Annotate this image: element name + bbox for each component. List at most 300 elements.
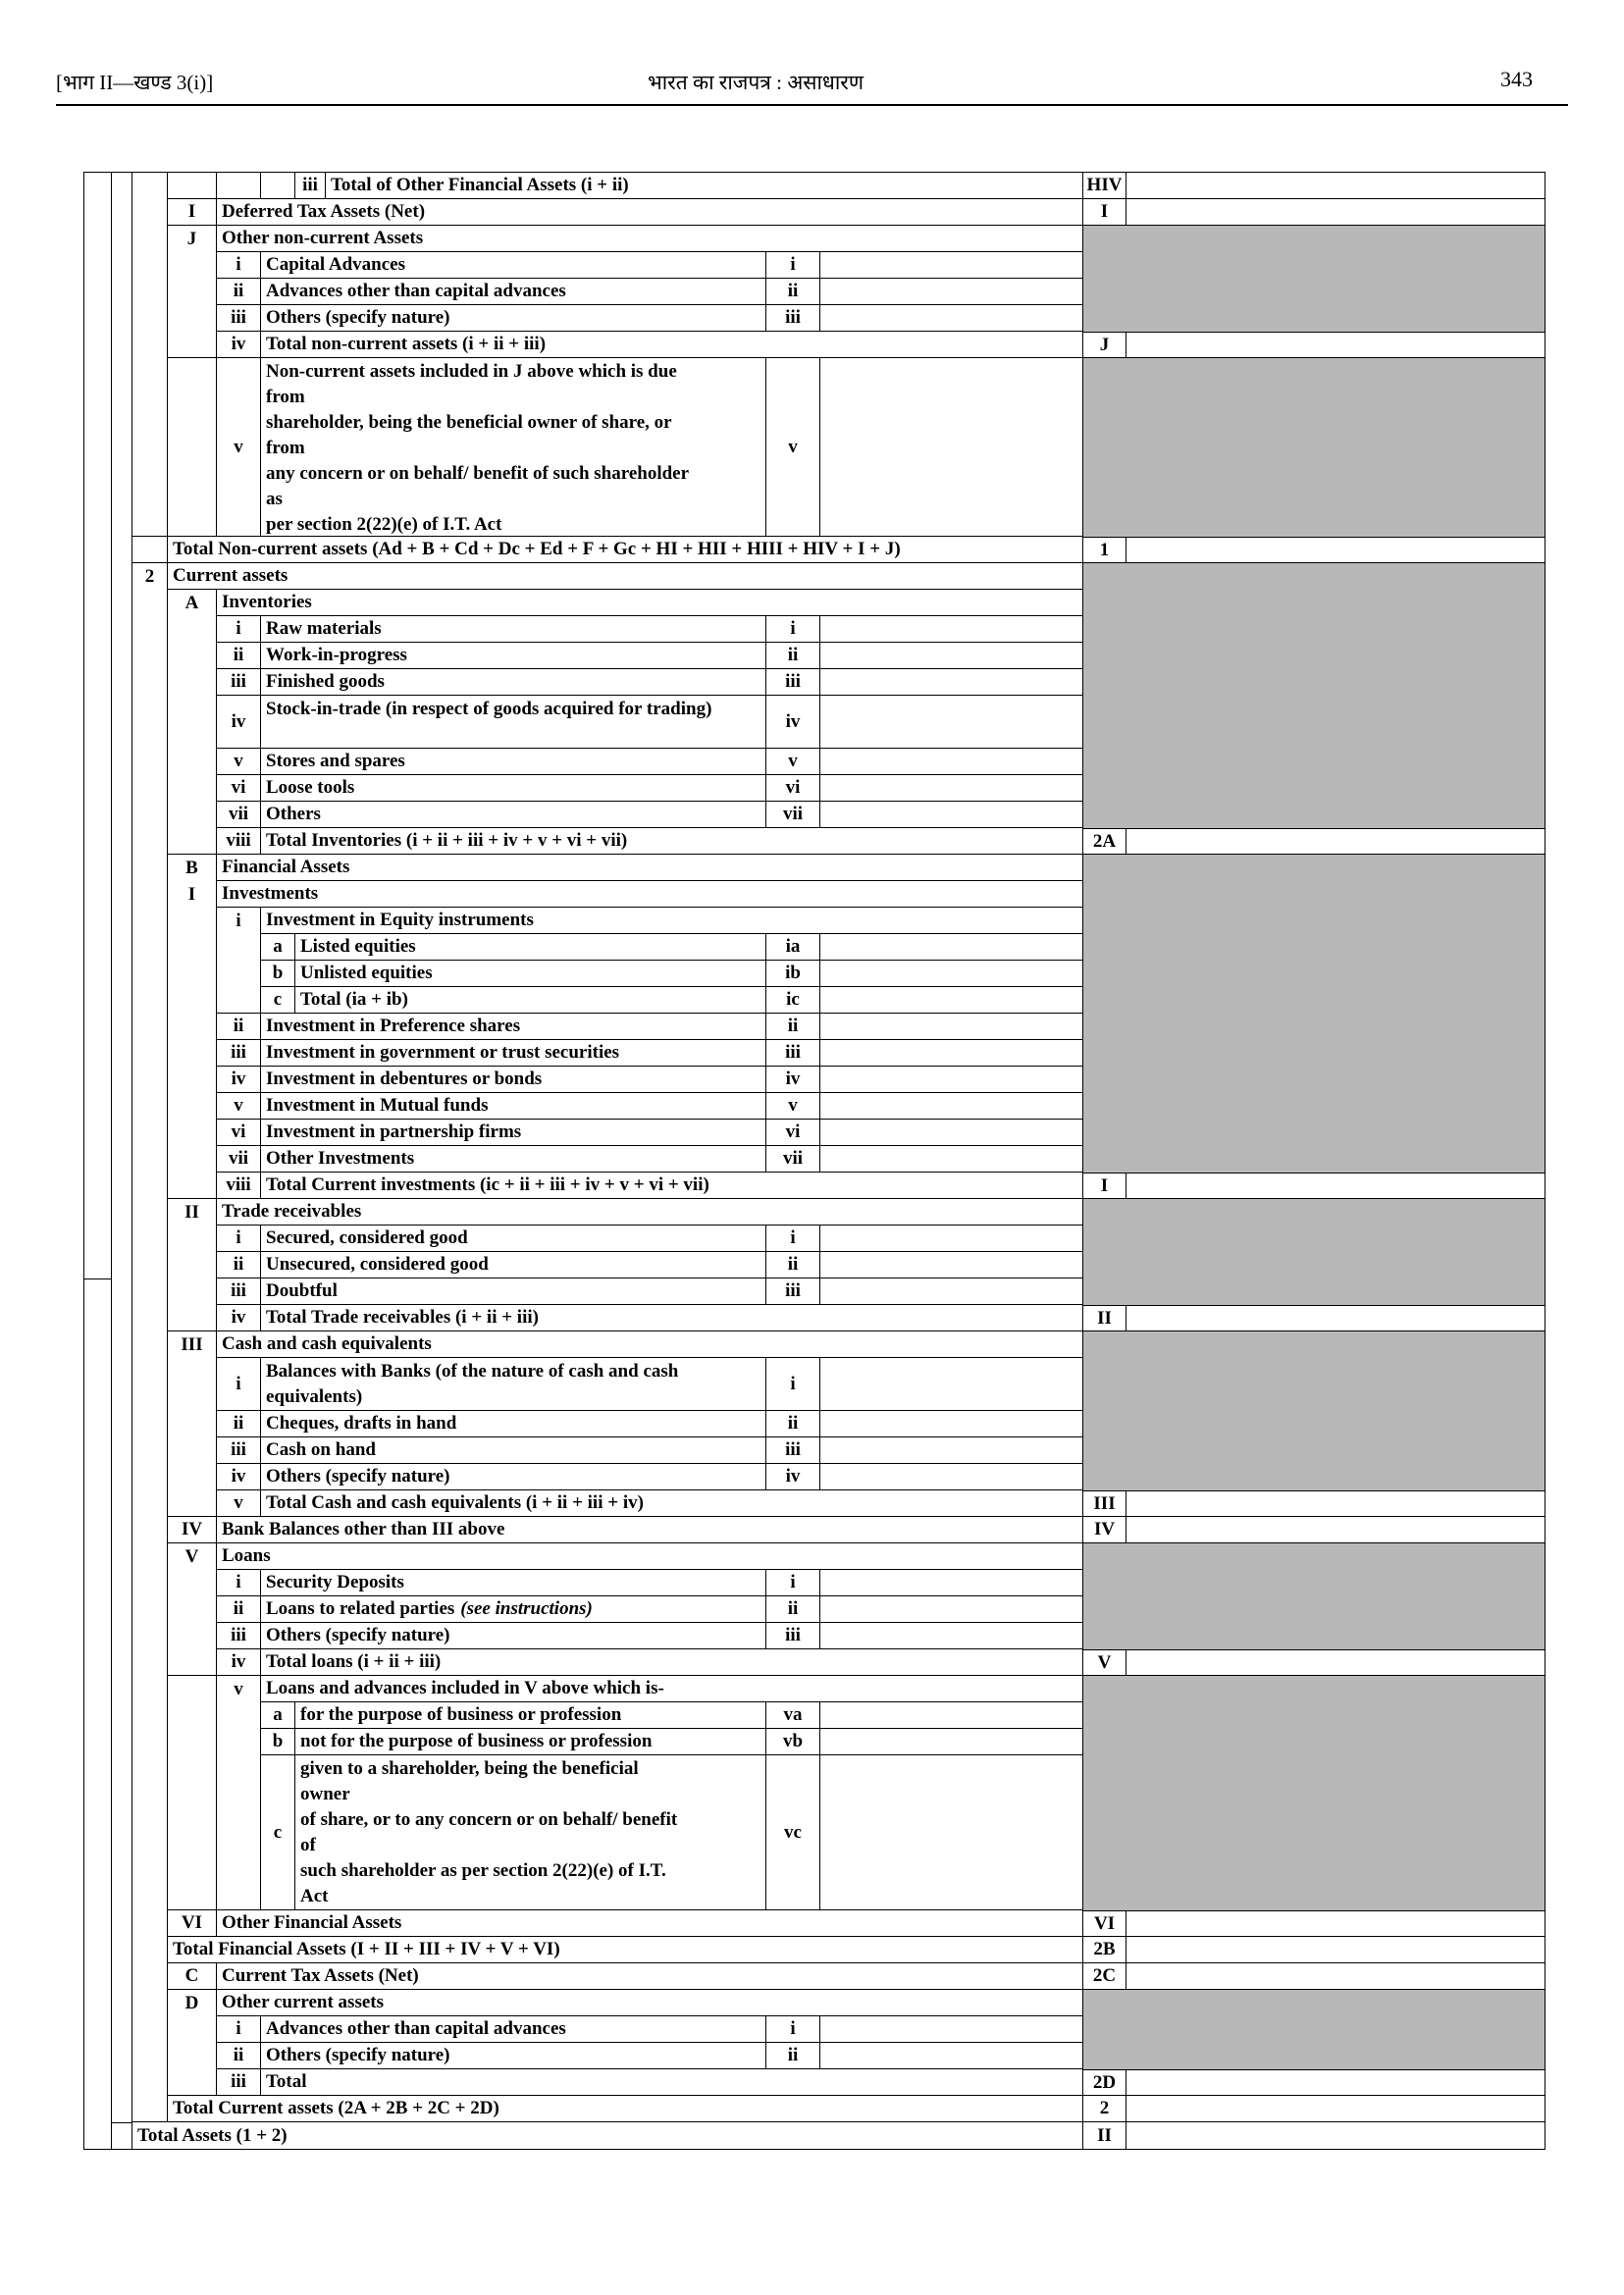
margin-col-inner [112, 908, 132, 934]
margin-col-outer [84, 1702, 112, 1729]
gazette-title: भारत का राजपत्र : असाधारण [647, 71, 864, 94]
margin-col-outer [84, 1278, 112, 1305]
row-desc: Financial Assets [217, 855, 1083, 881]
serial-col [132, 1331, 168, 1358]
table-row [84, 696, 1545, 749]
margin-col-outer [84, 590, 112, 616]
table-row [84, 616, 1545, 643]
shaded-cell [1083, 1411, 1545, 1437]
row-desc: Investment in partnership firms [261, 1120, 766, 1146]
row-desc: Total Current assets (2A + 2B + 2C + 2D) [168, 2096, 1083, 2122]
row-desc: Total Assets (1 + 2) [132, 2122, 1083, 2149]
row-desc: Others (specify nature) [261, 1464, 766, 1490]
margin-col-inner [112, 961, 132, 987]
desc-line: any concern or on behalf/ benefit of such shareholder [266, 463, 690, 484]
table-row [84, 332, 1545, 358]
desc-line: Act [300, 1886, 329, 1906]
margin-col-outer [84, 1937, 112, 1963]
table-row [84, 1173, 1545, 1199]
row-desc: Total of Other Financial Assets (i + ii) [326, 173, 1083, 199]
margin-col-outer [84, 2069, 112, 2096]
letter-col: J [168, 226, 217, 252]
serial-col [132, 1990, 168, 2016]
row-desc: Total Trade receivables (i + ii + iii) [261, 1305, 1083, 1331]
amount-cell [820, 669, 1083, 696]
desc-line: from [266, 438, 305, 458]
letter-col [168, 908, 217, 934]
row-desc: Cash and cash equivalents [217, 1331, 1083, 1358]
roman-col [217, 1729, 261, 1755]
table-row [84, 1252, 1545, 1278]
margin-col-outer [84, 1517, 112, 1543]
roman-col: iv [217, 1464, 261, 1490]
margin-col-outer [84, 961, 112, 987]
amount-cell [820, 775, 1083, 802]
margin-col-outer [84, 1755, 112, 1910]
margin-col-inner [112, 1490, 132, 1517]
table-row [84, 1937, 1545, 1963]
roman-col: iv [217, 1067, 261, 1093]
letter-col [168, 1278, 217, 1305]
margin-col-outer [84, 1543, 112, 1570]
margin-col-outer [84, 537, 112, 563]
roman-col: v [217, 358, 261, 537]
amount-cell [820, 1596, 1083, 1623]
margin-col-inner [112, 2043, 132, 2069]
serial-col [132, 252, 168, 279]
letter-col [168, 643, 217, 669]
margin-col-outer [84, 908, 112, 934]
amount-cell [820, 1278, 1083, 1305]
code-cell: i [766, 252, 820, 279]
letter-col [168, 1755, 217, 1910]
roman-col: vii [217, 1146, 261, 1173]
margin-col-outer [84, 305, 112, 332]
serial-col [132, 775, 168, 802]
code-cell: iv [766, 696, 820, 749]
row-desc: Raw materials [261, 616, 766, 643]
code-cell: iii [766, 1278, 820, 1305]
row-desc: Total Current investments (ic + ii + iii + iv + v + vi + vii) [261, 1173, 1083, 1199]
ref-code-cell: II [1083, 2122, 1126, 2149]
margin-col-outer [84, 669, 112, 696]
letter-col [168, 828, 217, 855]
shaded-cell [1083, 908, 1545, 934]
row-desc: Listed equities [295, 934, 766, 961]
roman-col: iv [217, 696, 261, 749]
margin-col-inner [112, 1543, 132, 1570]
serial-col [132, 1067, 168, 1093]
margin-col-outer [84, 252, 112, 279]
code-cell: i [766, 1358, 820, 1411]
roman-col [217, 173, 261, 199]
code-cell: ib [766, 961, 820, 987]
margin-col-inner [112, 828, 132, 855]
serial-col [132, 1596, 168, 1623]
serial-col [132, 1278, 168, 1305]
margin-col-outer [84, 1596, 112, 1623]
row-desc: Total (ia + ib) [295, 987, 766, 1014]
shaded-cell [1083, 1226, 1545, 1252]
amount-cell [820, 2016, 1083, 2043]
total-amount-cell [1126, 1517, 1545, 1543]
amount-cell [820, 802, 1083, 828]
letter-col: I [168, 199, 217, 226]
code-cell: i [766, 1570, 820, 1596]
margin-col-outer [84, 696, 112, 749]
table-row [84, 1963, 1545, 1990]
amount-cell [820, 1729, 1083, 1755]
table-row [84, 2122, 1545, 2149]
roman-col: i [217, 2016, 261, 2043]
margin-col-inner [112, 1067, 132, 1093]
margin-col-outer [84, 1676, 112, 1702]
roman-col: ii [217, 279, 261, 305]
letter-col: II [168, 1199, 217, 1226]
row-desc: Investment in government or trust securities [261, 1040, 766, 1067]
amount-cell [820, 934, 1083, 961]
margin-col-inner [112, 1252, 132, 1278]
letter-col [168, 1226, 217, 1252]
letter-col [168, 1093, 217, 1120]
row-desc: Unlisted equities [295, 961, 766, 987]
serial-col [132, 1755, 168, 1910]
code-cell: vii [766, 1146, 820, 1173]
margin-col-inner [112, 1937, 132, 1963]
table-row [84, 1676, 1545, 1702]
roman-col: viii [217, 1173, 261, 1199]
row-desc: Investments [217, 881, 1083, 908]
letter-col [168, 358, 217, 537]
table-row [84, 1543, 1545, 1570]
table-row [84, 1437, 1545, 1464]
shaded-cell [1083, 1570, 1545, 1596]
ref-code-cell: 2 [1083, 2096, 1126, 2122]
amount-cell [820, 1040, 1083, 1067]
margin-col-inner [112, 1437, 132, 1464]
sub-col: b [261, 961, 295, 987]
ref-code-cell: VI [1083, 1910, 1126, 1937]
serial-col [132, 1676, 168, 1702]
serial-col [132, 1120, 168, 1146]
ref-code-cell: 2A [1083, 828, 1126, 855]
shaded-cell [1083, 1040, 1545, 1067]
letter-col [168, 305, 217, 332]
row-desc: Security Deposits [261, 1570, 766, 1596]
margin-col-inner [112, 1093, 132, 1120]
row-desc [295, 1755, 766, 1910]
serial-col [132, 1517, 168, 1543]
margin-col-outer [84, 332, 112, 358]
margin-col-inner [112, 173, 132, 199]
margin-col-outer [84, 934, 112, 961]
total-amount-cell [1126, 2069, 1545, 2096]
table-row [84, 2096, 1545, 2122]
letter-col: D [168, 1990, 217, 2016]
row-desc: Balances with Banks (of the nature of cash and cash equivalents) [261, 1358, 766, 1411]
serial-col [132, 173, 168, 199]
row-desc: Other current assets [217, 1990, 1083, 2016]
margin-col-inner [112, 616, 132, 643]
serial-col [132, 908, 168, 934]
shaded-cell [1083, 1146, 1545, 1173]
letter-col [168, 1702, 217, 1729]
roman-col: i [217, 1570, 261, 1596]
row-desc: Others [261, 802, 766, 828]
margin-col-inner [112, 332, 132, 358]
margin-col-inner [112, 1676, 132, 1702]
total-amount-cell [1126, 1173, 1545, 1199]
shaded-cell [1083, 749, 1545, 775]
serial-col [132, 1173, 168, 1199]
roman-col: iii [217, 305, 261, 332]
serial-col [132, 332, 168, 358]
shaded-cell [1083, 855, 1545, 881]
serial-col [132, 802, 168, 828]
margin-col-outer [84, 802, 112, 828]
table-row [84, 1729, 1545, 1755]
letter-col [168, 1411, 217, 1437]
letter-col [168, 1067, 217, 1093]
letter-col [168, 1252, 217, 1278]
shaded-cell [1083, 1252, 1545, 1278]
code-cell: i [766, 616, 820, 643]
serial-col [132, 987, 168, 1014]
code-cell: vb [766, 1729, 820, 1755]
total-amount-cell [1126, 1910, 1545, 1937]
sub-col [261, 173, 295, 199]
margin-col-inner [112, 563, 132, 590]
amount-cell [820, 1093, 1083, 1120]
letter-col [168, 2016, 217, 2043]
margin-col-inner [112, 1990, 132, 2016]
table-row [84, 881, 1545, 908]
table-row [84, 1358, 1545, 1411]
code-cell: iv [766, 1464, 820, 1490]
letter-col: B [168, 855, 217, 881]
serial-col [132, 669, 168, 696]
desc-line: of share, or to any concern or on behalf/ benefit [300, 1809, 678, 1830]
margin-col-outer [84, 1067, 112, 1093]
shaded-cell [1083, 1755, 1545, 1910]
amount-cell [820, 252, 1083, 279]
row-desc: Investment in debentures or bonds [261, 1067, 766, 1093]
table-row [84, 305, 1545, 332]
code-cell: ia [766, 934, 820, 961]
row-desc: Total non-current assets (i + ii + iii) [261, 332, 1083, 358]
serial-col [132, 358, 168, 537]
margin-col-inner [112, 1120, 132, 1146]
table-row [84, 1093, 1545, 1120]
margin-col-outer [84, 1437, 112, 1464]
header-rule [56, 104, 1568, 106]
serial-col [132, 696, 168, 749]
row-desc: Stock-in-trade (in respect of goods acquired for trading) [261, 696, 766, 749]
margin-col-outer [84, 616, 112, 643]
row-desc: Cash on hand [261, 1437, 766, 1464]
shaded-cell [1083, 563, 1545, 590]
amount-cell [820, 1067, 1083, 1093]
row-desc [261, 358, 766, 537]
code-cell: ii [766, 1252, 820, 1278]
balance-sheet-table [83, 172, 1545, 2150]
gazette-part-label: [भाग II—खण्ड 3(i)] [56, 71, 214, 94]
margin-col-outer [84, 643, 112, 669]
amount-cell [820, 1358, 1083, 1411]
margin-col-outer [84, 2016, 112, 2043]
margin-col-outer [84, 1252, 112, 1278]
letter-col [168, 1570, 217, 1596]
amount-cell [820, 1570, 1083, 1596]
margin-col-outer [84, 1963, 112, 1990]
margin-col-inner [112, 1305, 132, 1331]
roman-col [217, 1755, 261, 1910]
shaded-cell [1083, 987, 1545, 1014]
row-desc: Work-in-progress [261, 643, 766, 669]
margin-col-inner [112, 1146, 132, 1173]
roman-col [217, 987, 261, 1014]
row-desc: Unsecured, considered good [261, 1252, 766, 1278]
desc-line: owner [300, 1784, 350, 1804]
desc-line: from [266, 387, 305, 407]
shaded-cell [1083, 252, 1545, 279]
table-row [84, 749, 1545, 775]
row-desc: not for the purpose of business or profession [295, 1729, 766, 1755]
margin-col-outer [84, 749, 112, 775]
amount-cell [820, 1252, 1083, 1278]
serial-col [132, 643, 168, 669]
roman-col: iii [217, 1437, 261, 1464]
roman-col: ii [217, 1596, 261, 1623]
margin-col-outer [84, 1120, 112, 1146]
table-row [84, 1570, 1545, 1596]
margin-col-inner [112, 1464, 132, 1490]
code-cell: ii [766, 279, 820, 305]
margin-col-inner [112, 775, 132, 802]
shaded-cell [1083, 775, 1545, 802]
roman-col: i [217, 1226, 261, 1252]
shaded-cell [1083, 1331, 1545, 1358]
roman-col [217, 961, 261, 987]
shaded-cell [1083, 358, 1545, 537]
amount-cell [820, 961, 1083, 987]
shaded-cell [1083, 2016, 1545, 2043]
desc-line: per section 2(22)(e) of I.T. Act [266, 514, 502, 535]
table-row [84, 199, 1545, 226]
row-desc: Total Cash and cash equivalents (i + ii + iii + iv) [261, 1490, 1083, 1517]
total-amount-cell [1126, 1649, 1545, 1676]
sub-col: c [261, 1755, 295, 1910]
amount-cell [820, 1437, 1083, 1464]
margin-col-inner [112, 2096, 132, 2122]
margin-col-inner [112, 1755, 132, 1910]
serial-col [132, 1910, 168, 1937]
roman-col: ii [217, 643, 261, 669]
shaded-cell [1083, 1729, 1545, 1755]
total-amount-cell [1126, 1490, 1545, 1517]
serial-col [132, 1623, 168, 1649]
total-amount-cell [1126, 332, 1545, 358]
serial-col [132, 855, 168, 881]
roman-col: i [217, 252, 261, 279]
ref-code-cell: III [1083, 1490, 1126, 1517]
margin-col-inner [112, 1702, 132, 1729]
margin-col-inner [112, 1040, 132, 1067]
margin-col-inner [112, 1910, 132, 1937]
margin-col-outer [84, 1173, 112, 1199]
table-row [84, 1278, 1545, 1305]
margin-col-outer [84, 1199, 112, 1226]
margin-col-outer [84, 775, 112, 802]
shaded-cell [1083, 1067, 1545, 1093]
amount-cell [820, 1120, 1083, 1146]
serial-col [132, 1014, 168, 1040]
margin-col-inner [112, 855, 132, 881]
serial-col [132, 537, 168, 563]
sub-col: a [261, 934, 295, 961]
table-row [84, 2069, 1545, 2096]
margin-col-outer [84, 1729, 112, 1755]
code-cell: ii [766, 1596, 820, 1623]
serial-col [132, 1040, 168, 1067]
desc-line: as [266, 489, 283, 509]
letter-col: I [168, 881, 217, 908]
shaded-cell [1083, 961, 1545, 987]
letter-col [168, 802, 217, 828]
roman-col: vii [217, 802, 261, 828]
margin-col-inner [112, 2069, 132, 2096]
amount-cell [820, 1702, 1083, 1729]
sub-col: c [261, 987, 295, 1014]
row-desc: Investment in Equity instruments [261, 908, 1083, 934]
margin-col-inner [112, 537, 132, 563]
desc-line: such shareholder as per section 2(22)(e) of I.T. [300, 1860, 666, 1881]
roman-col: iii [217, 1040, 261, 1067]
shaded-cell [1083, 1358, 1545, 1411]
table-row [84, 1199, 1545, 1226]
amount-cell [820, 1411, 1083, 1437]
table-row [84, 1702, 1545, 1729]
margin-col-inner [112, 643, 132, 669]
ref-code-cell: II [1083, 1305, 1126, 1331]
letter-col: C [168, 1963, 217, 1990]
table-row [84, 1910, 1545, 1937]
ref-code-cell: 2D [1083, 2069, 1126, 2096]
letter-col [168, 1437, 217, 1464]
margin-col-inner [112, 1570, 132, 1596]
margin-col-outer [84, 1411, 112, 1437]
letter-col: A [168, 590, 217, 616]
margin-col-outer [84, 2096, 112, 2122]
margin-col-outer [84, 358, 112, 537]
roman-col: viii [217, 828, 261, 855]
margin-col-outer [84, 1093, 112, 1120]
serial-col [132, 1937, 168, 1963]
row-desc: Secured, considered good [261, 1226, 766, 1252]
total-amount-cell [1126, 173, 1545, 199]
ref-code-cell: HIV [1083, 173, 1126, 199]
table-row [84, 1623, 1545, 1649]
amount-cell [820, 305, 1083, 332]
margin-col-outer [84, 2122, 112, 2149]
serial-col [132, 1305, 168, 1331]
letter-col [168, 1729, 217, 1755]
total-amount-cell [1126, 537, 1545, 563]
row-desc: Cheques, drafts in hand [261, 1411, 766, 1437]
table-row [84, 828, 1545, 855]
letter-col [168, 1623, 217, 1649]
table-row [84, 1649, 1545, 1676]
